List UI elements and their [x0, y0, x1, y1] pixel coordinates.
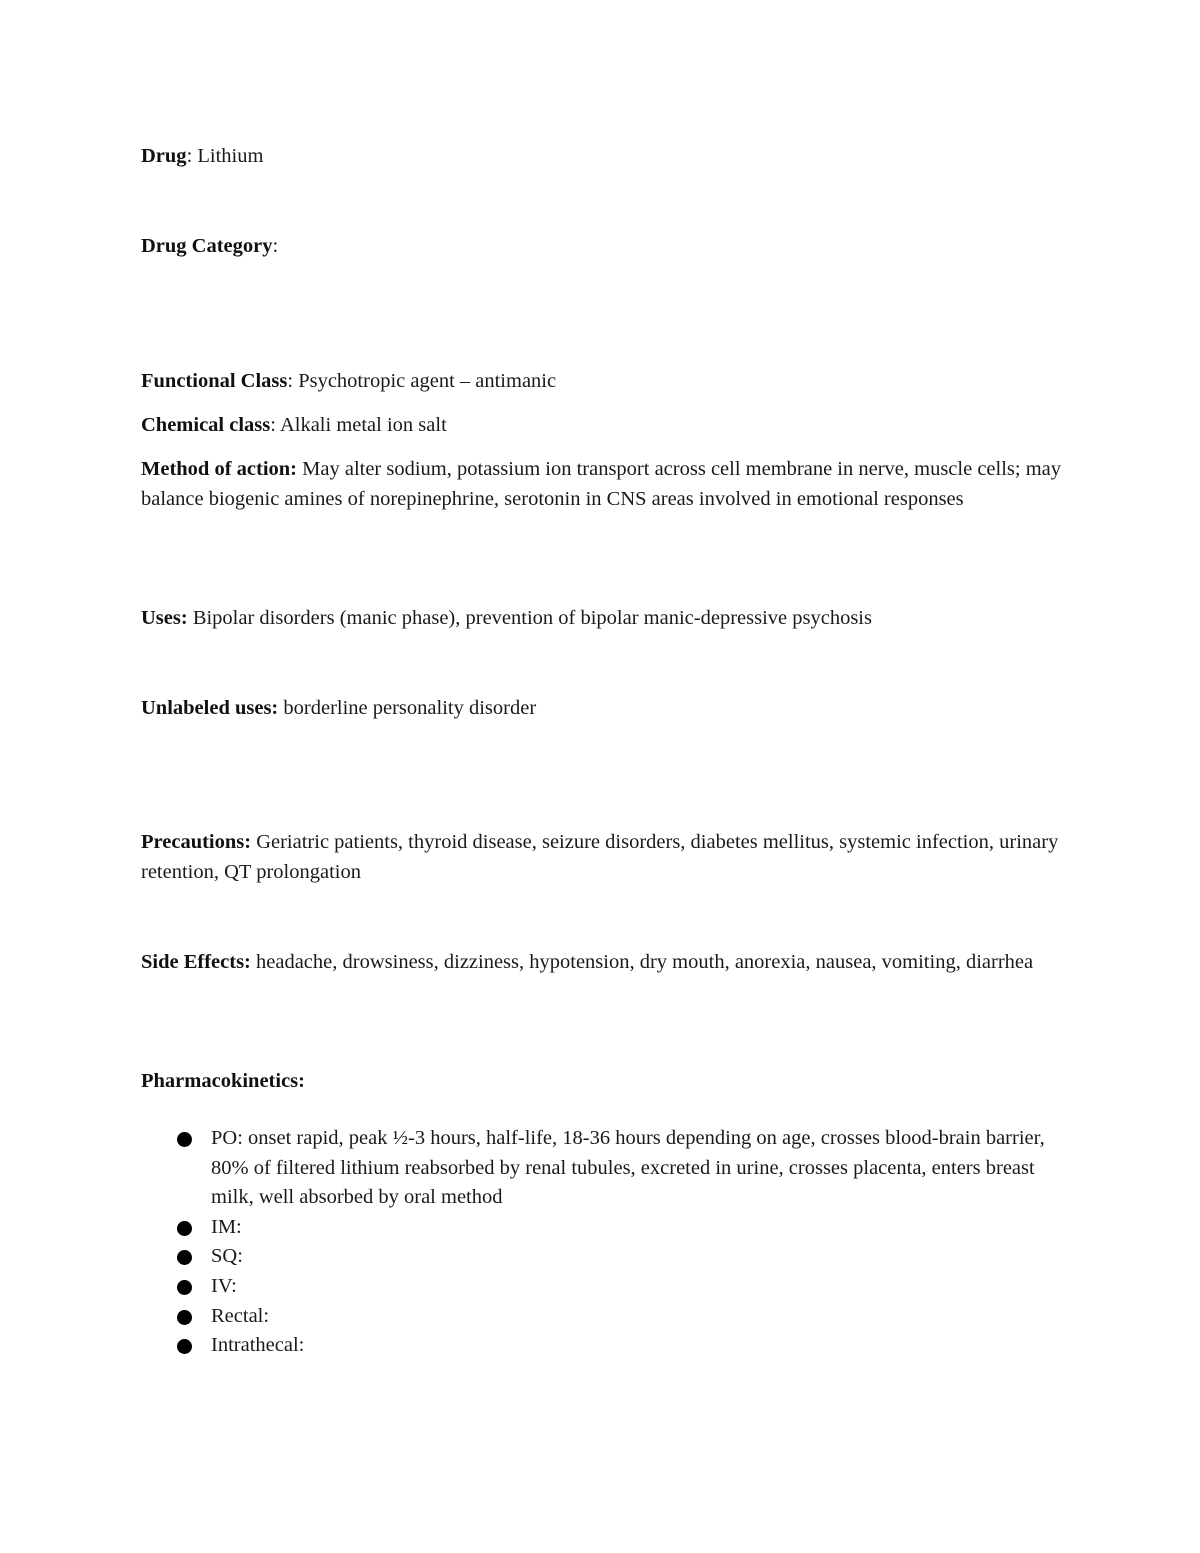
list-item-iv [141, 1272, 1061, 1302]
drug-category-label: Drug Category [141, 235, 273, 257]
uses-value: Bipolar disorders (manic phase), prevention of bipolar manic-depressive psychosis [192, 607, 872, 629]
precautions-field [141, 827, 1061, 887]
chemical-class-value: Alkali metal ion salt [279, 414, 447, 436]
functional-class-field [141, 366, 1061, 396]
list-item-text: SQ: [211, 1245, 243, 1268]
bullet-icon [177, 1280, 192, 1295]
list-item-text: Intrathecal: [211, 1334, 305, 1357]
unlabeled-uses-field [141, 693, 1061, 723]
precautions-value: Geriatric patients, thyroid disease, seizure disorders, diabetes mellitus, systemic infection, urinary retention, QT prolongation [141, 831, 1059, 883]
pharmacokinetics-list [141, 1124, 1061, 1361]
drug-value: Lithium [197, 145, 264, 167]
list-item-text: Rectal: [211, 1304, 270, 1327]
list-item-text: IM: [211, 1215, 242, 1238]
side-effects-value: headache, drowsiness, dizziness, hypotension, dry mouth, anorexia, nausea, vomiting, diarrhea [256, 951, 1034, 973]
drug-category-field [141, 231, 1061, 261]
uses-label: Uses: [141, 607, 188, 629]
bullet-icon [177, 1132, 192, 1147]
list-item-po [141, 1124, 1061, 1213]
list-item-sq [141, 1242, 1061, 1272]
bullet-icon [177, 1339, 192, 1354]
unlabeled-uses-value: borderline personality disorder [283, 697, 537, 719]
drug-label: Drug [141, 145, 187, 167]
method-of-action-field [141, 454, 1061, 514]
list-item-rectal [141, 1302, 1061, 1332]
chemical-class-label: Chemical class [141, 414, 271, 436]
uses-field [141, 603, 1061, 633]
pharmacokinetics-label: Pharmacokinetics: [141, 1070, 305, 1092]
chemical-class-separator: : [270, 414, 280, 436]
drug-category-separator: : [272, 235, 279, 257]
list-item-text: IV: [211, 1274, 237, 1297]
precautions-label: Precautions: [141, 831, 252, 853]
drug-separator: : [186, 145, 198, 167]
pharmacokinetics-heading [141, 1066, 1061, 1096]
side-effects-field [141, 947, 1061, 977]
functional-class-value: Psychotropic agent – antimanic [298, 370, 557, 392]
bullet-icon [177, 1310, 192, 1325]
unlabeled-uses-label: Unlabeled uses: [141, 697, 279, 719]
drug-field [141, 141, 1061, 171]
bullet-icon [177, 1221, 192, 1236]
list-item-intrathecal [141, 1331, 1061, 1361]
method-of-action-value: May alter sodium, potassium ion transport across cell membrane in nerve, muscle cells; may balance biogenic amines of norepinephrine, serotonin in CNS areas involved in emotional responses [141, 458, 1062, 510]
list-item-text: PO: onset rapid, peak ½-3 hours, half-life, 18-36 hours depending on age, crosses blood-brain barrier, 80% of filtered lithium reabsorbed by renal tubules, excreted in urine, crosses placenta, enters breast milk, well absorbed by oral method [211, 1127, 1045, 1209]
chemical-class-field [141, 410, 1061, 440]
functional-class-separator: : [287, 370, 299, 392]
side-effects-label: Side Effects: [141, 951, 251, 973]
method-of-action-label: Method of action: [141, 458, 298, 480]
bullet-icon [177, 1250, 192, 1265]
functional-class-label: Functional Class [141, 370, 288, 392]
list-item-im [141, 1213, 1061, 1243]
